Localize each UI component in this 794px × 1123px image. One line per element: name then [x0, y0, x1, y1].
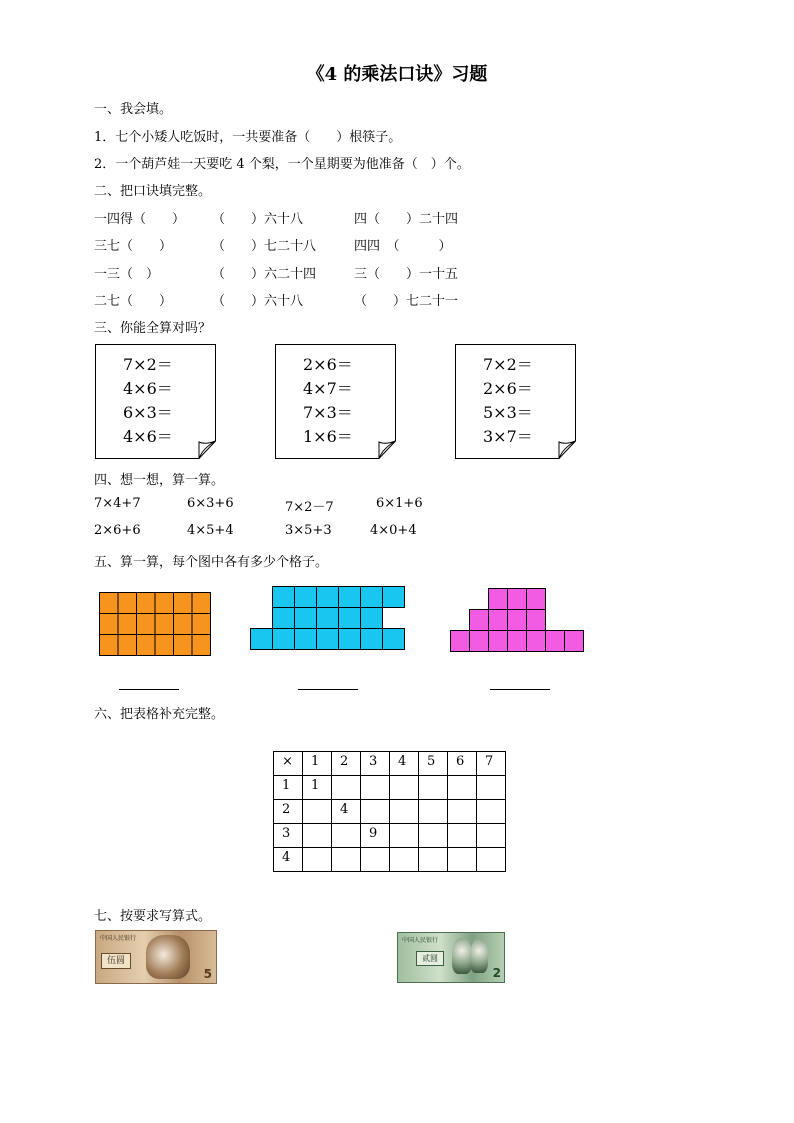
table-row: [274, 848, 506, 872]
rhyme-cell: 二七（ ）: [94, 294, 173, 309]
calc-line: 6×3＝: [123, 403, 173, 422]
answer-blank[interactable]: [490, 689, 550, 690]
question-1: 1．七个小矮人吃饭时，一共要准备（ ）根筷子。: [94, 130, 402, 145]
calc-line: 7×2＝: [483, 355, 533, 374]
expression: 4×0+4: [370, 523, 417, 538]
table-row: [274, 800, 506, 824]
table-cell: 5: [419, 752, 448, 776]
rhyme-cell: （ ）六十八: [212, 294, 304, 309]
section-6-heading: 六、把表格补充完整。: [94, 707, 225, 722]
rhyme-cell: 三七（ ）: [94, 239, 173, 254]
table-cell[interactable]: [332, 824, 361, 848]
banknote-numeral: 2: [492, 966, 501, 980]
portrait-figure: [452, 938, 472, 974]
table-cell[interactable]: [419, 800, 448, 824]
table-cell[interactable]: [477, 848, 506, 872]
banknote-bank-text: 中国人民银行: [100, 935, 137, 942]
orange-grid: [99, 592, 212, 657]
table-row: [274, 776, 506, 800]
calc-line: 2×6＝: [303, 355, 353, 374]
calc-card: [275, 344, 395, 458]
table-cell[interactable]: [390, 824, 419, 848]
table-cell[interactable]: [477, 824, 506, 848]
table-cell[interactable]: [448, 824, 477, 848]
table-cell: 3: [274, 824, 303, 848]
table-cell: 2: [274, 800, 303, 824]
answer-blank[interactable]: [298, 689, 358, 690]
calc-line: 1×6＝: [303, 427, 353, 446]
expression: 7×4+7: [94, 496, 141, 511]
table-cell[interactable]: [390, 848, 419, 872]
banknote-bank-text: 中国人民银行: [402, 937, 439, 944]
calc-line: 4×6＝: [123, 379, 173, 398]
section-5-heading: 五、算一算，每个图中各有多少个格子。: [94, 555, 329, 570]
table-cell[interactable]: [477, 776, 506, 800]
table-cell: 1: [303, 776, 332, 800]
table-row: [274, 824, 506, 848]
calc-line: 3×7＝: [483, 427, 533, 446]
table-cell[interactable]: [477, 800, 506, 824]
table-cell: 9: [361, 824, 390, 848]
calc-line: 7×3＝: [303, 403, 353, 422]
portrait-figure: [470, 939, 488, 973]
rhyme-cell: 一四得（ ）: [94, 212, 186, 227]
rhyme-cell: 四（ ）二十四: [354, 212, 459, 227]
table-cell[interactable]: [361, 800, 390, 824]
table-cell[interactable]: [303, 848, 332, 872]
table-cell: 4: [390, 752, 419, 776]
calc-card: [455, 344, 575, 458]
table-cell: ×: [274, 752, 303, 776]
portrait-figure: [146, 935, 190, 979]
calc-line: 7×2＝: [123, 355, 173, 374]
expression: 6×1+6: [376, 496, 423, 511]
rhyme-cell: 一三（ ）: [94, 267, 160, 282]
table-cell: 7: [477, 752, 506, 776]
table-cell[interactable]: [419, 848, 448, 872]
calc-line: 4×7＝: [303, 379, 353, 398]
table-cell[interactable]: [361, 776, 390, 800]
table-cell[interactable]: [448, 776, 477, 800]
pink-grid: [450, 588, 586, 654]
answer-blank[interactable]: [119, 689, 179, 690]
expression: 6×3+6: [187, 496, 234, 511]
rhyme-cell: （ ）七二十一: [354, 294, 459, 309]
rhyme-cell: （ ）七二十八: [212, 239, 317, 254]
question-2: 2．一个葫芦娃一天要吃 4 个梨，一个星期要为他准备（ ）个。: [94, 157, 470, 172]
section-3-heading: 三、你能全算对吗？: [94, 321, 212, 336]
calc-line: 4×6＝: [123, 427, 173, 446]
five-yuan-banknote-image: [95, 930, 217, 984]
table-cell[interactable]: [332, 776, 361, 800]
calc-card: [95, 344, 215, 458]
page-title: 《4 的乘法口诀》习题: [306, 64, 488, 85]
section-2-heading: 二、把口诀填完整。: [94, 184, 212, 199]
table-cell[interactable]: [448, 800, 477, 824]
section-1-heading: 一、我会填。: [94, 102, 173, 117]
banknote-value-text: 贰圆: [416, 951, 444, 966]
banknote-numeral: 5: [203, 967, 212, 981]
table-cell[interactable]: [332, 848, 361, 872]
table-cell: 1: [274, 776, 303, 800]
rhyme-cell: （ ）六十八: [212, 212, 304, 227]
table-cell[interactable]: [361, 848, 390, 872]
table-cell: 3: [361, 752, 390, 776]
two-yuan-banknote-image: [397, 932, 505, 983]
expression: 4×5+4: [187, 523, 234, 538]
table-cell: 2: [332, 752, 361, 776]
table-cell: 1: [303, 752, 332, 776]
cyan-grid: [250, 586, 408, 652]
table-row: [274, 752, 506, 776]
calc-line: 2×6＝: [483, 379, 533, 398]
rhyme-cell: 三（ ）一十五: [354, 267, 459, 282]
table-cell: 4: [274, 848, 303, 872]
table-cell[interactable]: [419, 824, 448, 848]
expression: 7×2－7: [285, 500, 334, 515]
section-4-heading: 四、想一想，算一算。: [94, 473, 225, 488]
table-cell[interactable]: [390, 800, 419, 824]
table-cell[interactable]: [448, 848, 477, 872]
expression: 2×6+6: [94, 523, 141, 538]
table-cell: 4: [332, 800, 361, 824]
expression: 3×5+3: [285, 523, 332, 538]
multiplication-table: [273, 751, 506, 872]
rhyme-cell: （ ）六二十四: [212, 267, 317, 282]
calc-line: 5×3＝: [483, 403, 533, 422]
section-7-heading: 七、按要求写算式。: [94, 909, 212, 924]
table-cell[interactable]: [419, 776, 448, 800]
table-cell[interactable]: [303, 824, 332, 848]
table-cell[interactable]: [390, 776, 419, 800]
table-cell[interactable]: [303, 800, 332, 824]
table-cell: 6: [448, 752, 477, 776]
banknote-value-text: 伍圆: [101, 953, 131, 969]
rhyme-cell: 四四 （ ）: [354, 239, 452, 254]
